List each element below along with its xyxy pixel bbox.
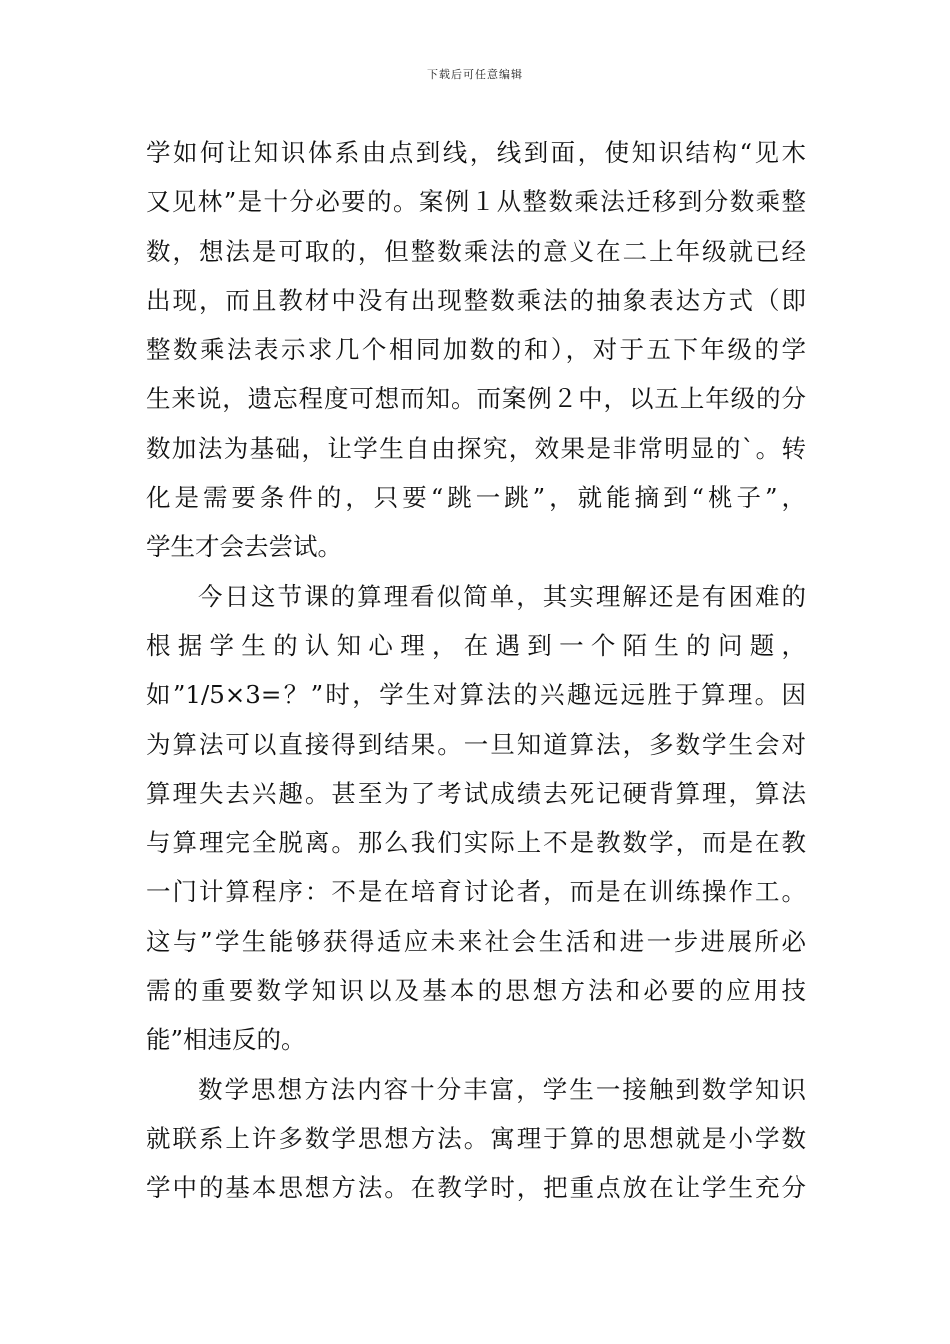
text-line: 根据学生的认知心理，在遇到一个陌生的问题， xyxy=(146,630,806,660)
text-line: 生来说，遗忘程度可想而知。而案例２中，以五上年级的分 xyxy=(146,384,806,414)
text-line: 数学思想方法内容十分丰富，学生一接触到数学知识 xyxy=(198,1074,806,1104)
text-line: 这与”学生能够获得适应未来社会生活和进一步进展所必 xyxy=(146,926,806,956)
text-line: 算理失去兴趣。甚至为了考试成绩去死记硬背算理，算法 xyxy=(146,778,806,808)
text-line: 今日这节课的算理看似简单，其实理解还是有困难的 xyxy=(198,581,806,611)
text-line: 一门计算程序：不是在培育讨论者，而是在训练操作工。 xyxy=(146,877,806,907)
text-line: 数加法为基础，让学生自由探究，效果是非常明显的`。转 xyxy=(146,433,806,463)
text-line: 又见林”是十分必要的。案例１从整数乘法迁移到分数乘整 xyxy=(146,187,806,217)
page-header: 下载后可任意编辑 xyxy=(427,68,523,81)
text-line: 学中的基本思想方法。在教学时，把重点放在让学生充分 xyxy=(146,1173,806,1203)
text-line: 学如何让知识体系由点到线，线到面，使知识结构“见木 xyxy=(146,138,806,167)
text-line: 出现，而且教材中没有出现整数乘法的抽象表达方式（即 xyxy=(146,285,806,315)
text-line: 化是需要条件的，只要“跳一跳”，就能摘到“桃子”， xyxy=(146,483,806,513)
text-line: 如”1/5×3=？”时，学生对算法的兴趣远远胜于算理。因 xyxy=(146,680,806,710)
text-line: 整数乘法表示求几个相同加数的和），对于五下年级的学 xyxy=(146,335,806,365)
text-line: 与算理完全脱离。那么我们实际上不是教数学，而是在教 xyxy=(146,828,806,858)
text-line: 数，想法是可取的，但整数乘法的意义在二上年级就已经 xyxy=(146,236,806,266)
text-line: 能”相违反的。 xyxy=(146,1025,306,1055)
text-line: 学生才会去尝试。 xyxy=(146,532,342,562)
text-line: 就联系上许多数学思想方法。寓理于算的思想就是小学数 xyxy=(146,1123,806,1153)
body-text xyxy=(146,128,806,1213)
text-line: 需的重要数学知识以及基本的思想方法和必要的应用技 xyxy=(146,976,806,1006)
text-line: 为算法可以直接得到结果。一旦知道算法，多数学生会对 xyxy=(146,729,806,759)
